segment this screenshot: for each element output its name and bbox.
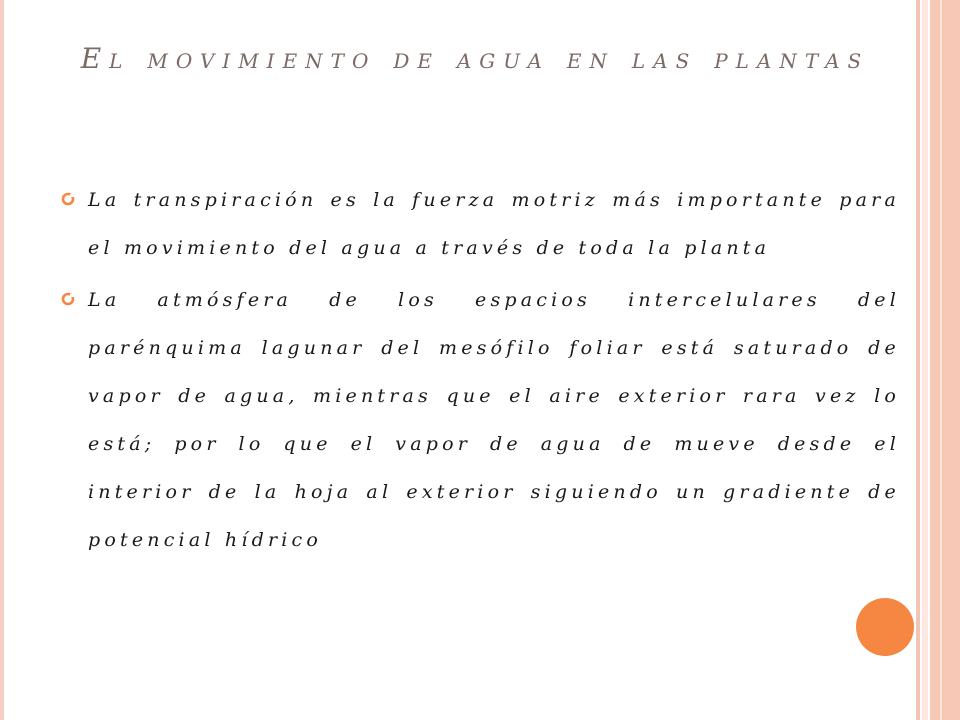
slide-title: El movimiento de agua en las plantas xyxy=(80,42,870,75)
bullet-text: La atmósfera de los espacios intercelulares del parénquima lagunar del mesófilo foliar está saturado de vapor de agua, mientras que el aire exterior rara vez lo está; por lo que el vapor de agua de mueve desde el interior de la hoja al exterior siguiendo un gradiente de potencial hídrico xyxy=(88,289,900,551)
bullet-text: La transpiración es la fuerza motriz más importante para el movimiento del agua a través de toda la planta xyxy=(88,189,900,259)
decorative-circle xyxy=(856,598,914,656)
right-border-strip xyxy=(922,0,928,720)
right-border-strip xyxy=(916,0,920,720)
bullet-item xyxy=(60,276,900,564)
right-border-line xyxy=(940,0,942,720)
bullet-list xyxy=(60,176,900,568)
bullet-icon xyxy=(60,191,76,207)
bullet-item xyxy=(60,176,900,272)
left-border xyxy=(0,0,4,720)
right-border-strip xyxy=(930,0,960,720)
bullet-icon xyxy=(60,291,76,307)
